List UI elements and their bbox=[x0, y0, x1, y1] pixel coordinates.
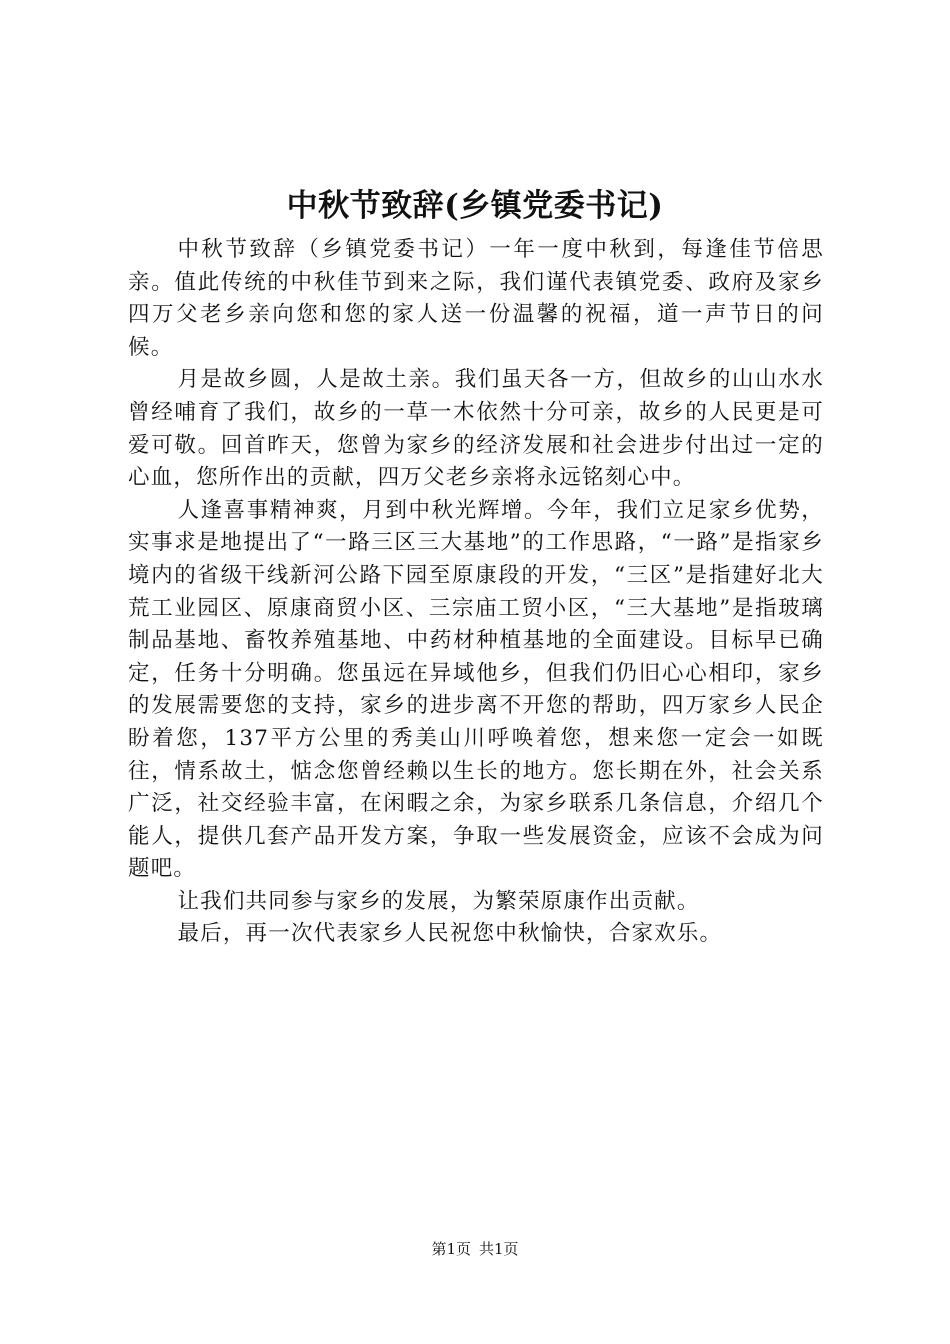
paragraph-greeting: 中秋节致辞（乡镇党委书记）一年一度中秋到，每逢佳节倍思亲。值此传统的中秋佳节到来之际，我们谨代表镇党委、政府及家乡四万父老乡亲向您和您的家人送一份温馨的祝福，道一声节日的问候。 bbox=[128, 237, 824, 360]
page-footer bbox=[0, 1238, 950, 1260]
document-title: 中秋节致辞(乡镇党委书记) bbox=[286, 188, 664, 224]
document-body bbox=[128, 234, 824, 951]
page-number-total: 共1页 bbox=[479, 1240, 519, 1258]
paragraph-closing-wishes: 最后，再一次代表家乡人民祝您中秋愉快，合家欢乐。 bbox=[177, 921, 723, 947]
page-number-current: 第1页 bbox=[431, 1240, 471, 1258]
paragraph-development-plan: 人逢喜事精神爽，月到中秋光辉增。今年，我们立足家乡优势，实事求是地提出了“一路三区三大基地”的工作思路，“一路”是指家乡境内的省级干线新河公路下园至原康段的开发，“三区”是指建好北大荒工业园区、原康商贸小区、三宗庙工贸小区，“三大基地”是指玻璃制品基地、畜牧养殖基地、中药材种植基地的全面建设。目标早已确定，任务十分明确。您虽远在异域他乡，但我们仍旧心心相印，家乡的发展需要您的支持，家乡的进步离不开您的帮助，四万家乡人民企盼着您，137平方公里的秀美山川呼唤着您，想来您一定会一如既往，情系故土，惦念您曾经赖以生长的地方。您长期在外，社会关系广泛，社交经验丰富，在闲暇之余，为家乡联系几条信息，介绍几个能人，提供几套产品开发方案，争取一些发展资金，应该不会成为问题吧。 bbox=[128, 497, 824, 882]
paragraph-call-to-action: 让我们共同参与家乡的发展，为繁荣原康作出贡献。 bbox=[177, 888, 700, 914]
paragraph-homeland: 月是故乡圆，人是故土亲。我们虽天各一方，但故乡的山山水水曾经哺育了我们，故乡的一草一木依然十分可亲，故乡的人民更是可爱可敬。回首昨天，您曾为家乡的经济发展和社会进步付出过一定的心血，您所作出的贡献，四万父老乡亲将永远铭刻心中。 bbox=[128, 367, 824, 491]
